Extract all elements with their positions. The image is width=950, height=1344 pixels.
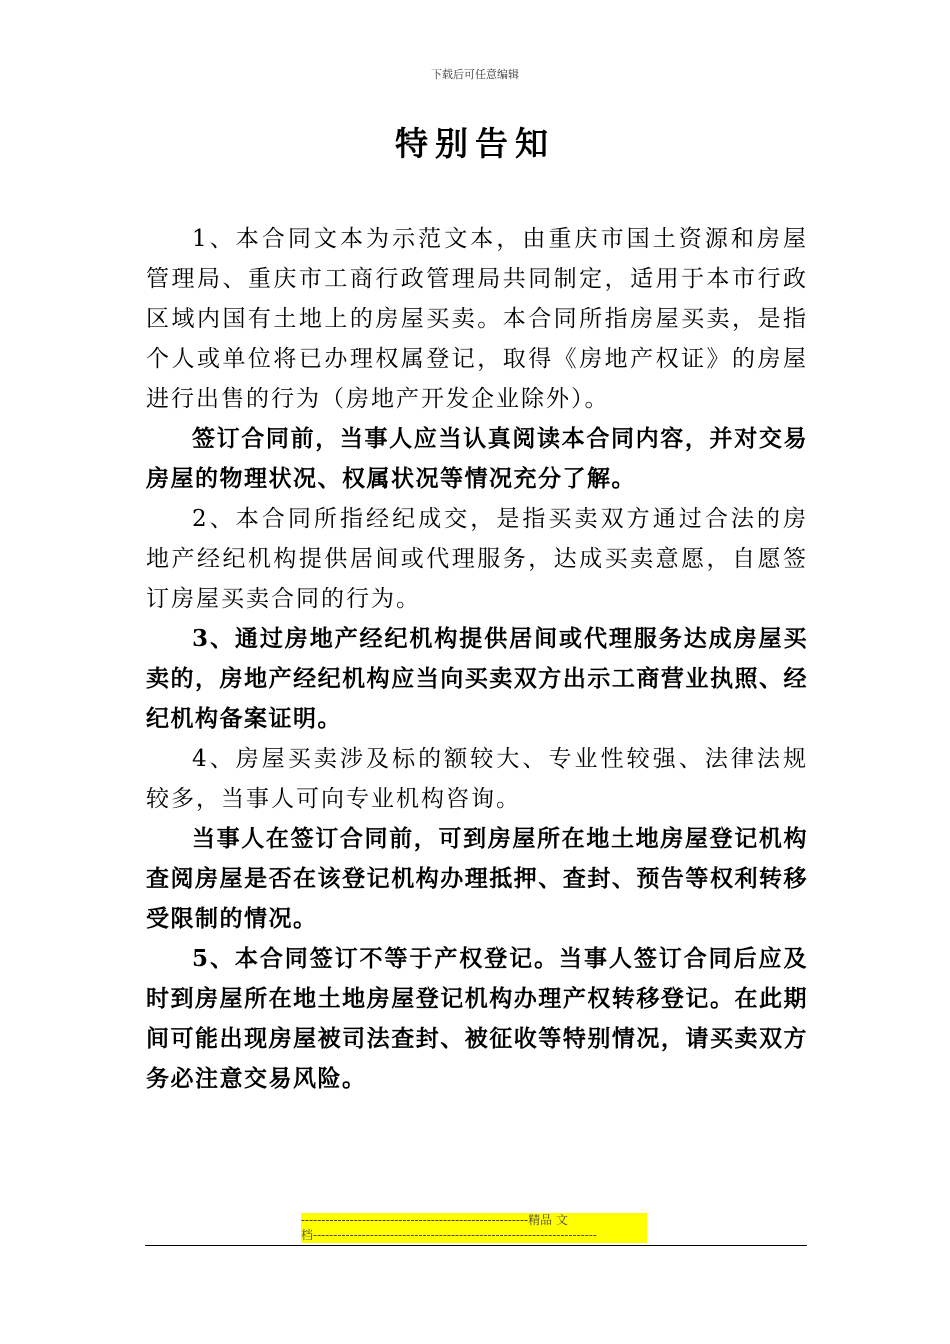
footer-watermark-line-1 — [301, 1213, 647, 1228]
paragraph-2-bold: 签订合同前，当事人应当认真阅读本合同内容，并对交易房屋的物理状况、权属状况等情况充分了解。 — [146, 425, 808, 492]
header-note: 下载后可任意编辑 — [431, 68, 519, 81]
footer-dashes-1: -------------------------------------------------------- — [301, 1213, 529, 1227]
paragraph-7-bold: 5、本合同签订不等于产权登记。当事人签订合同后应及时到房屋所在地土地房屋登记机构办理产权转移登记。在此期间可能出现房屋被司法查封、被征收等特别情况，请买卖双方务必注意交易风险。 — [146, 945, 808, 1092]
footer-divider — [145, 1245, 807, 1246]
paragraph-4-bold: 3、通过房地产经纪机构提供居间或代理服务达成房屋买卖的，房地产经纪机构应当向买卖双方出示工商营业执照、经纪机构备案证明。 — [146, 625, 808, 732]
page-title: 特别告知 — [395, 124, 555, 163]
paragraph-1: 1、本合同文本为示范文本，由重庆市国土资源和房屋管理局、重庆市工商行政管理局共同制定，适用于本市行政区域内国有土地上的房屋买卖。本合同所指房屋买卖，是指个人或单位将已办理权属登记，取得《房地产权证》的房屋进行出售的行为（房地产开发企业除外）。 — [146, 226, 808, 412]
paragraph-6-bold: 当事人在签订合同前，可到房屋所在地土地房屋登记机构查阅房屋是否在该登记机构办理抵押、查封、预告等权利转移受限制的情况。 — [146, 825, 808, 932]
footer-watermark-line-2 — [301, 1228, 647, 1243]
footer-dashes-2: ---------------------------------------------------------------------- — [313, 1228, 597, 1242]
paragraph-3: 2、本合同所指经纪成交，是指买卖双方通过合法的房地产经纪机构提供居间或代理服务，达成买卖意愿，自愿签订房屋买卖合同的行为。 — [146, 506, 808, 612]
footer-text-2: 档 — [301, 1228, 314, 1242]
footer-text-1: 精品 文 — [528, 1213, 568, 1227]
document-body — [146, 219, 808, 1099]
paragraph-5: 4、房屋买卖涉及标的额较大、专业性较强、法律法规较多，当事人可向专业机构咨询。 — [146, 746, 808, 812]
